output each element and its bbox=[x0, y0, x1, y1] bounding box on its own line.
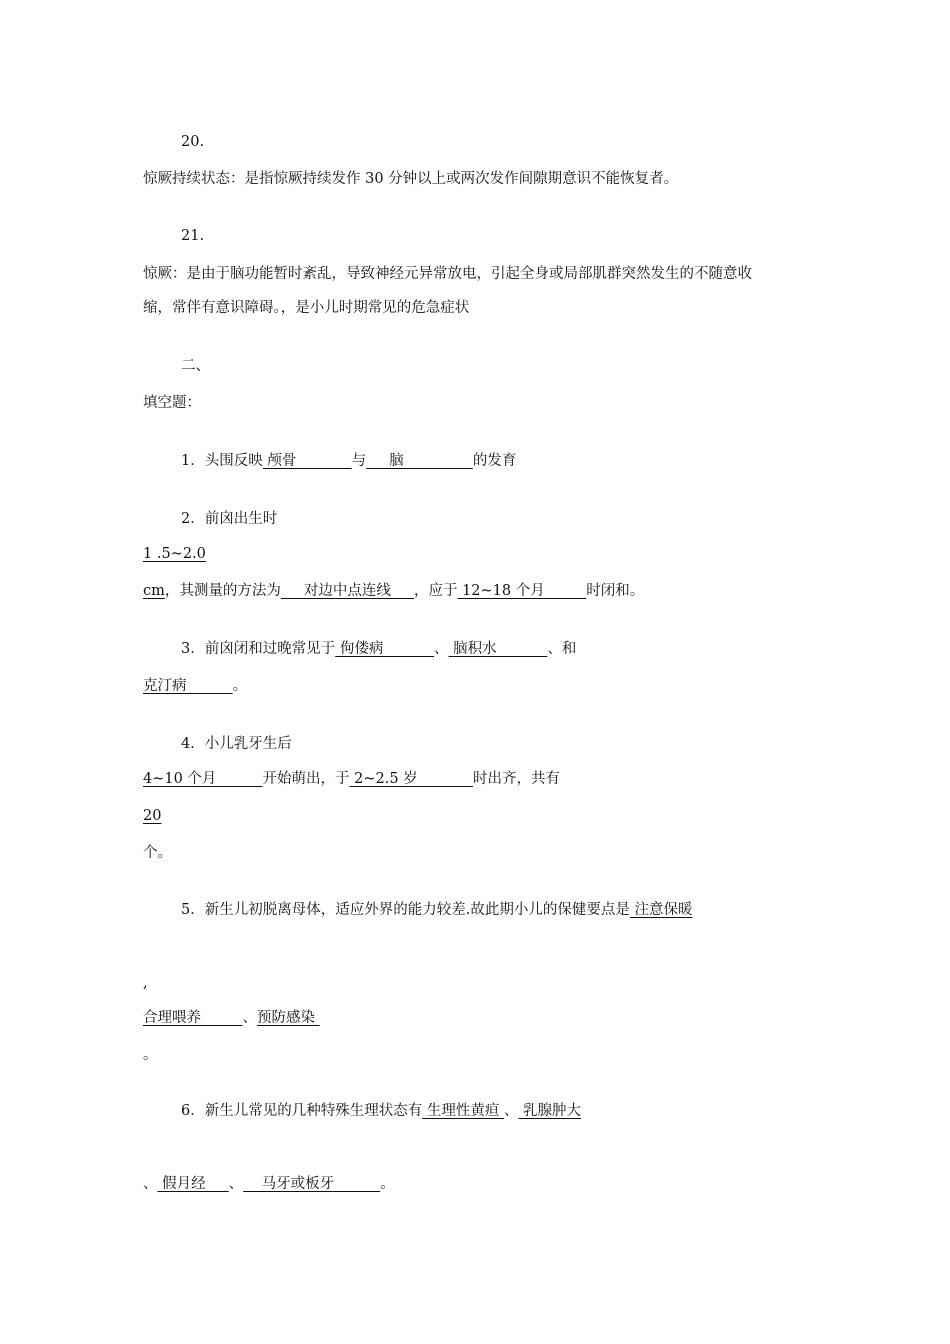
text-segment: 开始萌出，于 bbox=[262, 771, 350, 787]
answer-text: 4~10 个月 bbox=[143, 771, 263, 787]
answer-text: 颅骨 bbox=[262, 453, 352, 469]
text-segment: 个。 bbox=[143, 845, 172, 861]
text-segment: 、 bbox=[434, 641, 449, 657]
answer-text: 克汀病 bbox=[143, 678, 233, 694]
answer-text: 脑 bbox=[366, 453, 473, 469]
answer-text: 1 .5~2.0 bbox=[143, 546, 206, 562]
question-5-line-1 bbox=[181, 900, 692, 920]
answer-text: 佝偻病 bbox=[335, 641, 435, 657]
text-segment: 21. bbox=[181, 228, 205, 244]
text-segment: 、 bbox=[143, 1176, 158, 1192]
question-6-line-2 bbox=[143, 1174, 395, 1194]
text-segment: 、 bbox=[503, 1103, 519, 1119]
question-1 bbox=[181, 451, 516, 471]
text-segment: 、和 bbox=[547, 641, 577, 657]
text-segment: 。 bbox=[143, 1047, 158, 1063]
text-segment: 5．新生儿初脱离母体，适应外界的能力较差.故此期小儿的保健要点是 bbox=[181, 902, 630, 918]
answer-text: 2~2.5 岁 bbox=[349, 771, 473, 787]
text-segment: 2．前囟出生时 bbox=[181, 511, 278, 527]
answer-text: 乳腺肿大 bbox=[518, 1103, 582, 1119]
answer-text: 假月经 bbox=[157, 1176, 229, 1192]
answer-text: 预防感染 bbox=[256, 1010, 320, 1026]
text-segment: 时闭和。 bbox=[586, 583, 645, 599]
answer-text: 脑积水 bbox=[448, 641, 548, 657]
question-2-line-2 bbox=[143, 544, 206, 564]
section-2-title bbox=[143, 393, 201, 413]
text-segment: 4．小儿乳牙生后 bbox=[181, 736, 292, 752]
item-21-number bbox=[181, 226, 204, 246]
text-segment: ，其测量的方法为 bbox=[164, 583, 281, 599]
text-segment: 填空题： bbox=[143, 395, 201, 411]
text-segment: 3．前囟闭和过晚常见于 bbox=[181, 641, 336, 657]
text-segment: 。 bbox=[232, 678, 248, 694]
answer-text: 12~18 个月 bbox=[457, 583, 587, 599]
question-2-line-1 bbox=[181, 509, 277, 529]
question-2-line-3 bbox=[143, 581, 644, 601]
question-3-line-1 bbox=[181, 639, 576, 659]
text-segment: 惊厥持续状态：是指惊厥持续发作 30 分钟以上或两次发作间隙期意识不能恢复者。 bbox=[143, 171, 679, 187]
question-4-line-2 bbox=[143, 769, 560, 789]
text-segment: 的发育 bbox=[472, 453, 517, 469]
text-segment: 、 bbox=[228, 1176, 244, 1192]
answer-text: 注意保暖 bbox=[629, 902, 693, 918]
text-segment: 1．头围反映 bbox=[181, 453, 263, 469]
text-segment: 。 bbox=[380, 1176, 395, 1192]
text-segment: , bbox=[143, 975, 148, 991]
answer-text: 合理喂养 bbox=[143, 1010, 243, 1026]
text-segment: 与 bbox=[351, 453, 367, 469]
question-5-line-4 bbox=[143, 1045, 158, 1065]
answer-text: 对边中点连线 bbox=[280, 583, 414, 599]
text-segment: 缩，常伴有意识障碍。，是小儿时期常见的危急症状 bbox=[143, 300, 470, 316]
section-2-number bbox=[181, 356, 210, 376]
text-segment: 二、 bbox=[181, 358, 210, 374]
text-segment: 6．新生儿常见的几种特殊生理状态有 bbox=[181, 1103, 423, 1119]
item-21-definition-line-2 bbox=[143, 298, 469, 318]
text-segment: 惊厥：是由于脑功能暂时紊乱，导致神经元异常放电，引起全身或局部肌群突然发生的不随意收 bbox=[143, 266, 752, 282]
item-20-number bbox=[181, 132, 204, 152]
item-20-definition bbox=[143, 169, 678, 189]
question-4-line-4 bbox=[143, 843, 172, 863]
question-3-line-2 bbox=[143, 676, 247, 696]
question-4-line-3 bbox=[143, 806, 161, 826]
question-5-line-3 bbox=[143, 1008, 320, 1028]
answer-text: cm bbox=[143, 583, 165, 599]
item-21-definition-line-1 bbox=[143, 264, 752, 284]
answer-text: 20 bbox=[143, 808, 162, 824]
text-segment: ，应于 bbox=[413, 583, 458, 599]
text-segment: 、 bbox=[242, 1010, 257, 1026]
question-5-line-2 bbox=[143, 973, 148, 993]
text-segment: 20. bbox=[181, 134, 205, 150]
answer-text: 生理性黄疸 bbox=[422, 1103, 504, 1119]
answer-text: 马牙或板牙 bbox=[243, 1176, 381, 1192]
question-4-line-1 bbox=[181, 734, 292, 754]
text-segment: 时出齐，共有 bbox=[473, 771, 560, 787]
question-6-line-1 bbox=[181, 1101, 581, 1121]
